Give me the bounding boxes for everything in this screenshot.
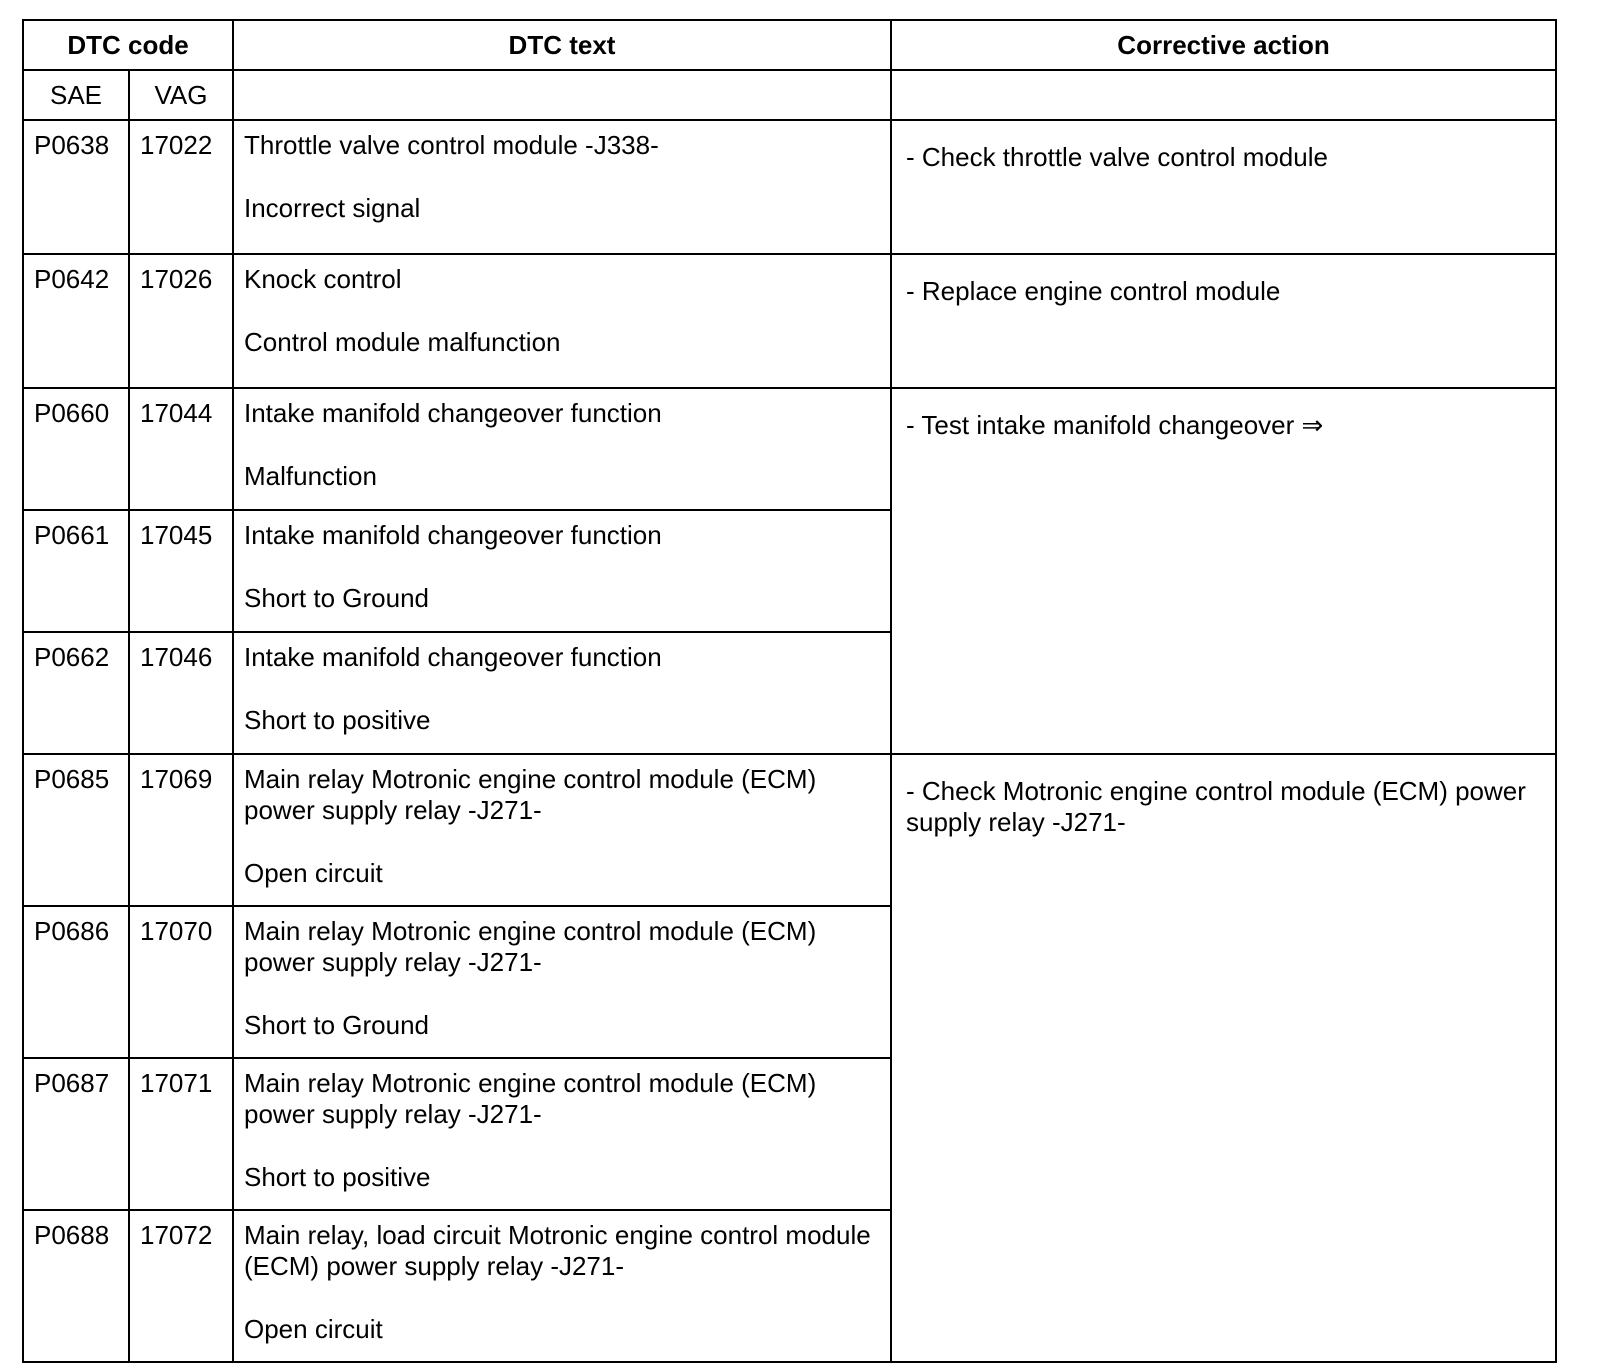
dtc-condition: Control module malfunction bbox=[244, 327, 561, 357]
dtc-condition: Open circuit bbox=[244, 858, 383, 888]
sae-code: P0660 bbox=[23, 388, 129, 510]
sae-code: P0685 bbox=[23, 754, 129, 906]
header-sae: SAE bbox=[23, 70, 129, 120]
dtc-condition: Short to positive bbox=[244, 705, 431, 735]
dtc-description: Main relay, load circuit Motronic engine control module (ECM) power supply relay -J271- bbox=[244, 1220, 871, 1281]
dtc-description: Intake manifold changeover function bbox=[244, 642, 662, 672]
dtc-description: Main relay Motronic engine control module (ECM) power supply relay -J271- bbox=[244, 916, 817, 977]
dtc-text bbox=[233, 510, 891, 632]
dtc-text bbox=[233, 1210, 891, 1362]
vag-code: 17071 bbox=[129, 1058, 233, 1210]
header-row bbox=[23, 20, 1556, 70]
corrective-action: - Check throttle valve control module bbox=[891, 120, 1556, 254]
dtc-condition: Open circuit bbox=[244, 1314, 383, 1344]
sae-code: P0688 bbox=[23, 1210, 129, 1362]
dtc-description: Throttle valve control module -J338- bbox=[244, 130, 659, 160]
dtc-description: Main relay Motronic engine control module (ECM) power supply relay -J271- bbox=[244, 1068, 817, 1129]
sae-code: P0638 bbox=[23, 120, 129, 254]
vag-code: 17045 bbox=[129, 510, 233, 632]
vag-code: 17022 bbox=[129, 120, 233, 254]
vag-code: 17026 bbox=[129, 254, 233, 388]
header-corrective-action: Corrective action bbox=[891, 20, 1556, 70]
corrective-action: - Check Motronic engine control module (ECM) power supply relay -J271- bbox=[891, 754, 1556, 1362]
dtc-description: Knock control bbox=[244, 264, 402, 294]
vag-code: 17072 bbox=[129, 1210, 233, 1362]
dtc-text bbox=[233, 754, 891, 906]
sae-code: P0687 bbox=[23, 1058, 129, 1210]
subheader-empty-action bbox=[891, 70, 1556, 120]
dtc-description: Main relay Motronic engine control module (ECM) power supply relay -J271- bbox=[244, 764, 817, 825]
dtc-text bbox=[233, 1058, 891, 1210]
table-row bbox=[23, 388, 1556, 510]
table-row bbox=[23, 254, 1556, 388]
dtc-text bbox=[233, 120, 891, 254]
vag-code: 17044 bbox=[129, 388, 233, 510]
header-dtc-text: DTC text bbox=[233, 20, 891, 70]
dtc-table bbox=[22, 19, 1557, 1363]
sae-code: P0642 bbox=[23, 254, 129, 388]
dtc-description: Intake manifold changeover function bbox=[244, 398, 662, 428]
subheader-row bbox=[23, 70, 1556, 120]
dtc-text bbox=[233, 254, 891, 388]
corrective-action: - Replace engine control module bbox=[891, 254, 1556, 388]
dtc-description: Intake manifold changeover function bbox=[244, 520, 662, 550]
table-row bbox=[23, 120, 1556, 254]
sae-code: P0686 bbox=[23, 906, 129, 1058]
vag-code: 17069 bbox=[129, 754, 233, 906]
table-row bbox=[23, 754, 1556, 906]
corrective-action: - Test intake manifold changeover ⇒ bbox=[891, 388, 1556, 754]
header-vag: VAG bbox=[129, 70, 233, 120]
vag-code: 17070 bbox=[129, 906, 233, 1058]
dtc-text bbox=[233, 906, 891, 1058]
subheader-empty-text bbox=[233, 70, 891, 120]
dtc-condition: Malfunction bbox=[244, 461, 377, 491]
sae-code: P0661 bbox=[23, 510, 129, 632]
header-dtc-code: DTC code bbox=[23, 20, 233, 70]
dtc-condition: Short to Ground bbox=[244, 583, 429, 613]
dtc-condition: Short to positive bbox=[244, 1162, 431, 1192]
vag-code: 17046 bbox=[129, 632, 233, 754]
dtc-text bbox=[233, 632, 891, 754]
dtc-text bbox=[233, 388, 891, 510]
sae-code: P0662 bbox=[23, 632, 129, 754]
dtc-condition: Incorrect signal bbox=[244, 193, 421, 223]
dtc-condition: Short to Ground bbox=[244, 1010, 429, 1040]
